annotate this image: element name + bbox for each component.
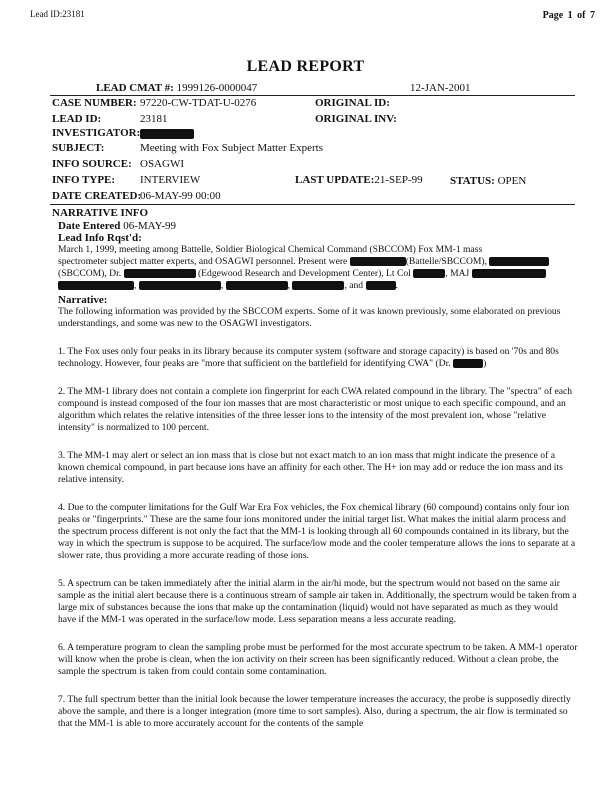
subject-value: Meeting with Fox Subject Matter Experts [140, 142, 323, 154]
header-rule-top [50, 95, 575, 96]
info-source-label: INFO SOURCE: [52, 158, 132, 170]
lead-cmat-label: LEAD CMAT #: [96, 82, 174, 94]
intro-line-1: March 1, 1999, meeting among Battelle, Soldier Biological Chemical Command (SBCCOM) Fox MM-1 mass [58, 244, 483, 255]
redaction [350, 257, 406, 266]
lead-id-label: LEAD ID: [52, 113, 102, 125]
lead-cmat [96, 82, 257, 94]
report-title: LEAD REPORT [246, 58, 365, 75]
header-rule-bottom [50, 204, 575, 205]
info-type-value: INTERVIEW [140, 174, 201, 186]
narrative-paragraph-5: 5. A spectrum can be taken immediately after the initial alarm in the air/hi mode, but the spectrum would not based on the same air sample as the initial alert because there is a continuous stream of sample air taken in. Additionally, the spectrum would be taken from a large mix of substances because the ions that make up the contamination (liquid) would not have separated as much as they would have if the MM-1 was operated in the surface/low mode. Less separation means a less accurate reading. [58, 578, 577, 625]
redaction [124, 269, 196, 278]
intro-line-4: , , , , and . [58, 280, 578, 292]
redaction [58, 281, 134, 290]
narrative-paragraph-1: 1. The Fox uses only four peaks in its library because its computer system (software and storage capacity) is based on '70s and 80s technology. However, four peaks are "more that sufficient on the battlefield for identifying CWA" (Dr. ) [58, 346, 559, 369]
redaction [366, 281, 396, 290]
investigator-label: INVESTIGATOR: [52, 127, 141, 139]
info-type-label: INFO TYPE: [52, 174, 116, 186]
redaction [489, 257, 549, 266]
redaction [292, 281, 344, 290]
date-created-label: DATE CREATED: [52, 190, 142, 202]
narrative-paragraph-6: 6. A temperature program to clean the sampling probe must be performed for the most accurate spectrum to be taken. A MM-1 operator will know when the probe is clean, when the ion activity on their screen has been significantly reduced. Without a clean probe, the sample the spectrum is taken from could contain some contamination. [58, 642, 578, 677]
date-entered: Date Entered 06-MAY-99 [58, 220, 176, 232]
page-of: of [577, 10, 586, 21]
narrative-opening: The following information was provided by the SBCCOM experts. Some of it was known previously, some elaborated on previous understandings, and some was new to the OSAGWI investigators. [58, 306, 561, 329]
narrative-paragraph-2: 2. The MM-1 library does not contain a complete ion fingerprint for each CWA related compound in the library. The "spectra" of each compound is instead composed of the four ion masses that are most characteristic or most unique to each specific compound, and an algorithm which relates the relative intensities of the three lesser ions to the intensity of the most prevalent ion, whose "relative intensity" is normalized to 100 percent. [58, 386, 573, 433]
investigator-redaction [140, 128, 194, 140]
original-id-label: ORIGINAL ID: [315, 97, 390, 109]
case-number-value: 97220-CW-TDAT-U-0276 [140, 97, 257, 109]
page-number: 1 [567, 10, 573, 21]
lead-info-label: Lead Info Rqst'd: [58, 232, 142, 244]
lead-id-value: 23181 [140, 113, 168, 125]
narrative-paragraph-7: 7. The full spectrum better than the initial look because the lower temperature increases the accuracy, the probe is supposedly directly above the sample, and there is a longer integration (more time to sort samples). Also, during a spectrum, the air flow is terminated so that the MM-1 is able to more accurately account for the contents of the sample [58, 694, 571, 729]
page-label: Page [542, 10, 564, 21]
info-source-value: OSAGWI [140, 158, 184, 170]
redaction [472, 269, 546, 278]
intro-line-2: spectrometer subject matter experts, and OSAGWI personnel. Present were (Battelle/SBCCOM), [58, 256, 578, 268]
narrative-paragraph-4: 4. Due to the computer limitations for the Gulf War Era Fox vehicles, the Fox chemical library (60 compound) contains only four ion peaks or "fingerprints." These are the same four ions monitored under the initial target list. What makes the initial alarm process and the spectrum process different is not only the fact that the MM-1 is looking through all 60 compounds contained in its library, but the way in which the spectrum is suppose to be acquired. The surface/low mode and the cooler temperature allows the ions to separate at a slower rate, thus providing a more accurate reading of those ions. [58, 502, 576, 561]
redaction [453, 359, 483, 368]
date-created-value: 06-MAY-99 00:00 [140, 190, 221, 202]
narrative-body [58, 306, 578, 730]
page-total: 7 [590, 10, 595, 21]
redaction [413, 269, 445, 278]
original-inv-label: ORIGINAL INV: [315, 113, 397, 125]
redaction [226, 281, 288, 290]
lead-id-header: Lead ID:23181 [30, 9, 85, 19]
case-number-label: CASE NUMBER: [52, 97, 137, 109]
narrative-info-heading: NARRATIVE INFO [52, 207, 149, 219]
intro-paragraph [58, 244, 578, 292]
intro-line-3: (SBCCOM), Dr. (Edgewood Research and Development Center), Lt Col , MAJ [58, 268, 578, 280]
last-update: LAST UPDATE:21-SEP-99 [295, 174, 423, 186]
narrative-label: Narrative: [58, 294, 108, 306]
report-date: 12-JAN-2001 [410, 82, 471, 94]
status: STATUS: OPEN [450, 175, 527, 187]
subject-label: SUBJECT: [52, 142, 105, 154]
redaction [139, 281, 221, 290]
lead-cmat-value: 1999126-0000047 [176, 82, 258, 94]
page-indicator [541, 10, 595, 21]
narrative-paragraph-3: 3. The MM-1 may alert or select an ion mass that is close but not exact match to an ion mass that might indicate the presence of a known chemical compound, in part because ions have an affinity for each other. The H+ ion may add or reduce the ion mass and its relative intensity. [58, 450, 563, 485]
